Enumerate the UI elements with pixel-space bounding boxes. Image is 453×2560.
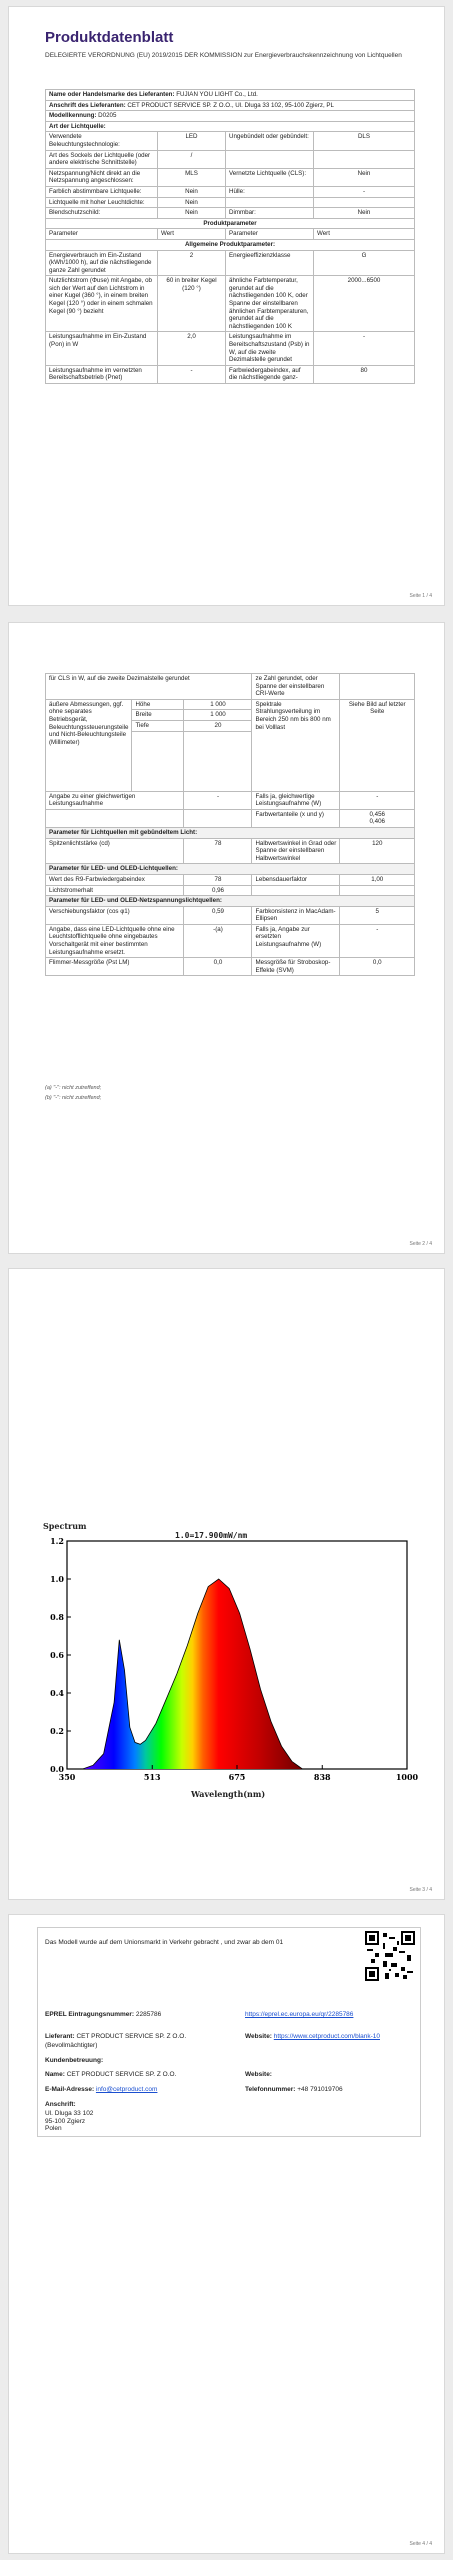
footnote-a: (a) "-": nicht zutreffend; [45, 1085, 102, 1091]
table-cell: Dimmbar: [226, 208, 314, 219]
text-label: Website: [245, 2071, 272, 2078]
table-cell: Halbwertswinkel in Grad oder Spanne der einstellbaren Halbwertswinkel [252, 838, 340, 864]
text-value: CET PRODUCT SERVICE SP. Z O.O., Ul. Dluga 33 102, 95-100 Zgierz, PL [127, 101, 334, 109]
table-cell: - [314, 332, 415, 365]
table-cell: Angabe, dass eine LED-Lichtquelle ohne eine Leuchtstofflichtquelle ohne eingebautes Vorschaltgerät mit einer bestimmten Leistungsaufnahme ersetzt. [46, 924, 184, 957]
document-title: Produktdatenblatt [45, 29, 174, 46]
spectrum-plot [41, 1519, 421, 1787]
text-value: Lieferant: [45, 2033, 75, 2040]
y-axis-label: Spectrum [43, 1521, 87, 1531]
text-value: FUJIAN YOU LIGHT Co., Ltd. [176, 91, 258, 98]
text-value: Website: [245, 2033, 272, 2040]
address-block: Ul. Dluga 33 102 95-100 Zgierz Polen [45, 2110, 94, 2132]
table-cell: Spektrale Strahlungsverteilung im Bereich 250 nm bis 800 nm bei Volllast [252, 699, 340, 791]
table-cell: 2,0 [158, 332, 226, 365]
table-cell: Angabe zu einer gleichwertigen Leistungsaufnahme [46, 791, 184, 809]
table-cell: 5 [340, 906, 415, 924]
table-cell: -(a) [184, 924, 252, 957]
table-cell [184, 731, 252, 791]
x-tick-label: 675 [228, 1772, 246, 1782]
page-number: Seite 2 / 4 [409, 1241, 432, 1247]
table-cell: 20 [184, 720, 252, 731]
table-cell: / [158, 150, 226, 168]
table-cell: 60 in breiter Kegel (120 °) [158, 276, 226, 332]
x-tick-label: 1000 [395, 1772, 419, 1782]
table-cell: Hülle: [226, 186, 314, 197]
table-cell [46, 90, 415, 101]
table-cell: Wert [158, 229, 226, 240]
table-cell: Nein [158, 197, 226, 208]
table-cell: Breite [132, 710, 184, 721]
table-cell: Nutzlichtstrom (Φuse) mit Angabe, ob sich der Wert auf den Lichtstrom in einer Kugel (360 °), in einem breiten Kegel (120 °) oder in einem schmalen Kegel (90 °) bezieht [46, 276, 158, 332]
table-cell: Farbwertanteile (x und y) [252, 809, 340, 827]
table-cell: LED [158, 132, 226, 150]
table-cell: 120 [340, 838, 415, 864]
eprel-link[interactable]: https://eprel.ec.europa.eu/qr/2285786 [245, 2011, 354, 2018]
table-cell: Falls ja, Angabe zur ersetzten Leistungsaufnahme (W) [252, 924, 340, 957]
table-cell: Energieverbrauch im Ein-Zustand (kWh/1000 h), auf die nächstliegende ganze Zahl gerundet [46, 250, 158, 276]
table-cell: Allgemeine Produktparameter: [46, 239, 415, 250]
table-cell: Verwendete Beleuchtungstechnologie: [46, 132, 158, 150]
table-cell: Parameter für Lichtquellen mit gebündeltem Licht: [46, 827, 415, 838]
table-cell [340, 674, 415, 700]
table-cell: Parameter [46, 229, 158, 240]
page-number: Seite 4 / 4 [409, 2541, 432, 2547]
table-cell: Produktparameter [46, 218, 415, 229]
market-intro: Das Modell wurde auf dem Unionsmarkt in Verkehr gebracht , und zwar ab dem 01 [45, 1939, 284, 1946]
text-value: Name: [45, 2071, 65, 2078]
email-link[interactable]: info@cetproduct.com [95, 2086, 158, 2093]
table-cell: 0,96 [184, 885, 252, 896]
supplier-website-link[interactable]: https://www.cetproduct.com/blank-10 [273, 2033, 380, 2040]
y-tick-label: 0.4 [50, 1688, 64, 1698]
table-cell: äußere Abmessungen, ggf. ohne separates Betriebsgerät, Beleuchtungssteuerungsteile und Nicht-Beleuchtungsteile (Millimeter) [46, 699, 132, 791]
product-table-2 [45, 673, 415, 976]
table-cell: Lichtquelle mit hoher Leuchtdichte: [46, 197, 158, 208]
page-4 [8, 1914, 445, 2554]
table-cell [314, 197, 415, 208]
table-cell: 1,00 [340, 874, 415, 885]
document-subtitle: DELEGIERTE VERORDNUNG (EU) 2019/2015 DER KOMMISSION zur Energieverbrauchskennzeichnung von Lichtquellen [45, 52, 402, 59]
product-table-1 [45, 89, 415, 384]
table-cell: Leistungsaufnahme im Ein-Zustand (Pon) in W [46, 332, 158, 365]
table-cell: Flimmer-Messgröße (Pst LM) [46, 958, 184, 976]
table-cell: 2 [158, 250, 226, 276]
text-value: Modellkennung: [49, 112, 97, 120]
text-value: 2285786 [135, 2011, 162, 2018]
table-cell: - [340, 924, 415, 957]
table-cell: Farbkonsistenz in MacAdam-Ellipsen [252, 906, 340, 924]
text-value: CET PRODUCT SERVICE SP. Z O.O. (Bevollmächtigter) [45, 2033, 187, 2049]
table-cell [184, 809, 252, 827]
table-cell: ähnliche Farbtemperatur, gerundet auf die nächstliegenden 100 K, oder Spanne der einstellbaren ähnlichen Farbtemperaturen, gerundet auf die nächstliegenden 100 K [226, 276, 314, 332]
table-cell: für CLS in W, auf die zweite Dezimalstelle gerundet [46, 674, 252, 700]
table-cell: Parameter für LED- und OLED-Netzspannungslichtquellen: [46, 896, 415, 907]
page-2 [8, 622, 445, 1254]
table-cell: Art der Lichtquelle: [46, 121, 415, 132]
table-cell: MLS [158, 168, 226, 186]
table-cell: Leistungsaufnahme im vernetzten Bereitschaftsbetrieb (Pnet) [46, 365, 158, 383]
page-number: Seite 3 / 4 [409, 1887, 432, 1893]
x-tick-label: 838 [313, 1772, 331, 1782]
y-tick-label: 0.8 [50, 1612, 64, 1622]
table-cell: Vernetzte Lichtquelle (CLS): [226, 168, 314, 186]
table-cell: Ungebündelt oder gebündelt: [226, 132, 314, 150]
text-value: EPREL Eintragungsnummer: [45, 2011, 135, 2018]
table-cell: Lichtstromerhalt [46, 885, 184, 896]
table-cell: Nein [314, 208, 415, 219]
table-cell: - [314, 186, 415, 197]
table-cell [46, 111, 415, 122]
y-tick-label: 1.2 [50, 1536, 64, 1546]
footnote-b: (b) "-": nicht zutreffend; [45, 1095, 102, 1101]
text-value: Telefonnummer: [245, 2086, 296, 2093]
table-cell: ze Zahl gerundet, oder Spanne der einstellbaren CRI-Werte [252, 674, 340, 700]
table-cell: 1 000 [184, 710, 252, 721]
text-label: Anschrift: [45, 2101, 76, 2108]
text-value: +48 791019706 [297, 2086, 343, 2093]
table-cell: Verschiebungsfaktor (cos φ1) [46, 906, 184, 924]
table-cell: Parameter für LED- und OLED-Lichtquellen: [46, 864, 415, 875]
table-cell [314, 150, 415, 168]
table-cell: - [184, 791, 252, 809]
table-cell: 78 [184, 874, 252, 885]
x-tick-label: 350 [58, 1772, 76, 1782]
table-cell: 0,0 [340, 958, 415, 976]
spectrum-chart [41, 1519, 421, 1799]
table-cell: 0,59 [184, 906, 252, 924]
table-cell [340, 885, 415, 896]
text-value: Name oder Handelsmarke des Lieferanten: [49, 91, 175, 98]
table-cell: Falls ja, gleichwertige Leistungsaufnahme (W) [252, 791, 340, 809]
table-cell: Parameter [226, 229, 314, 240]
table-cell: - [158, 365, 226, 383]
table-cell: DLS [314, 132, 415, 150]
y-tick-label: 0.0 [50, 1764, 64, 1774]
page-number: Seite 1 / 4 [409, 593, 432, 599]
x-tick-label: 513 [143, 1772, 161, 1782]
table-cell: Art des Sockels der Lichtquelle (oder andere elektrische Schnittstelle) [46, 150, 158, 168]
page-1 [8, 6, 445, 606]
table-cell: 78 [184, 838, 252, 864]
table-cell: Netzspannung/Nicht direkt an die Netzspannung angeschlossen: [46, 168, 158, 186]
table-cell: Wert [314, 229, 415, 240]
text-value: E-Mail-Adresse: [45, 2086, 95, 2093]
text-value: Anschrift des Lieferanten: [49, 101, 126, 109]
table-cell [252, 885, 340, 896]
chart-title: 1.0=17.900mW/nm [175, 1531, 248, 1540]
table-cell: 1 000 [184, 699, 252, 710]
table-cell: Höhe [132, 699, 184, 710]
table-cell [46, 809, 184, 827]
table-cell: 0,0 [184, 958, 252, 976]
table-cell: Spitzenlichtstärke (cd) [46, 838, 184, 864]
table-cell: Farblich abstimmbare Lichtquelle: [46, 186, 158, 197]
table-cell: Lebensdauerfaktor [252, 874, 340, 885]
table-cell: Nein [314, 168, 415, 186]
table-cell: Energieeffizienzklasse [226, 250, 314, 276]
info-box [37, 1927, 421, 2137]
y-tick-label: 0.6 [50, 1650, 64, 1660]
table-cell: Messgröße für Stroboskop-Effekte (SVM) [252, 958, 340, 976]
table-cell: G [314, 250, 415, 276]
table-cell: Blendschutzschild: [46, 208, 158, 219]
table-cell: Tiefe [132, 720, 184, 731]
table-cell: Nein [158, 186, 226, 197]
table-cell [226, 150, 314, 168]
table-cell: 2000...6500 [314, 276, 415, 332]
table-cell [132, 731, 184, 791]
y-tick-label: 0.2 [50, 1726, 64, 1736]
table-cell [46, 100, 415, 111]
y-tick-label: 1.0 [50, 1574, 64, 1584]
text-value: CET PRODUCT SERVICE SP. Z O.O. [66, 2071, 177, 2078]
table-cell: Siehe Bild auf letzter Seite [340, 699, 415, 791]
table-cell: Farbwiedergabeindex, auf die nächstliegende ganz- [226, 365, 314, 383]
text-value: D0205 [98, 112, 117, 120]
text-label: Kundenbetreuung: [45, 2057, 104, 2064]
table-cell: Leistungsaufnahme im Bereitschaftszustand (Psb) in W, auf die zweite Dezimalstelle gerundet [226, 332, 314, 365]
table-cell: Wert des R9-Farbwiedergabeindex [46, 874, 184, 885]
table-cell: 0,456 0,406 [340, 809, 415, 827]
table-cell: Nein [158, 208, 226, 219]
table-cell: - [340, 791, 415, 809]
x-axis-label: Wavelength(nm) [191, 1789, 266, 1799]
page-3 [8, 1268, 445, 1900]
table-cell [226, 197, 314, 208]
qr-code-icon [365, 1931, 415, 1981]
table-cell: 80 [314, 365, 415, 383]
